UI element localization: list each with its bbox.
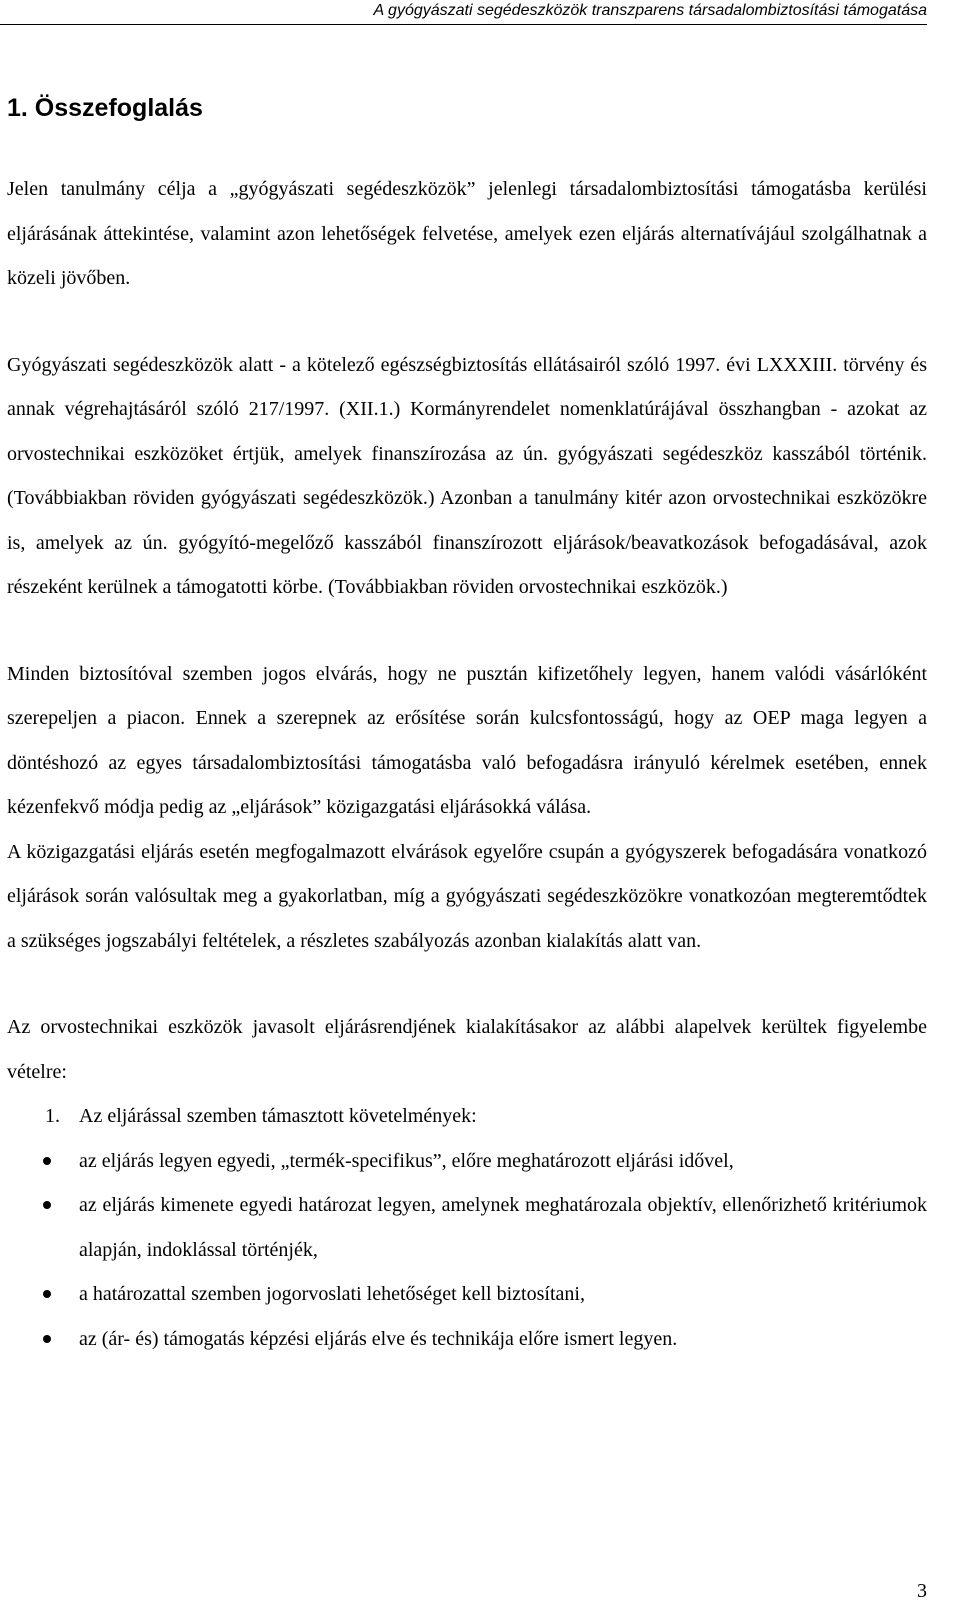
- bullet-icon: [43, 1290, 51, 1298]
- bullet-icon: [43, 1201, 51, 1209]
- list-number: 1.: [45, 1105, 60, 1127]
- list-item: [7, 1317, 927, 1362]
- numbered-list: [7, 1094, 927, 1139]
- list-item: [7, 1272, 927, 1317]
- requirements-list: [7, 1139, 927, 1362]
- paragraph-purpose: Jelen tanulmány célja a „gyógyászati segédeszközök” jelenlegi társadalombiztosítási támogatásba kerülési eljárásának áttekintése, valamint azon lehetőségek felvetése, amelyek ezen eljárás alternatívájául szolgálhatnak a közeli jövőben.: [7, 178, 927, 289]
- list-item-text: az (ár- és) támogatás képzési eljárás elve és technikája előre ismert legyen.: [79, 1327, 678, 1350]
- paragraph-administrative-procedure: A közigazgatási eljárás esetén megfogalmazott elvárások egyelőre csupán a gyógyszerek befogadására vonatkozó eljárások során valósultak meg a gyakorlatban, míg a gyógyászati segédeszközökre vonatkozóan megteremtődtek a szükséges jogszabályi feltételek, a részletes szabályozás azonban kialakítás alatt van.: [7, 840, 927, 952]
- bullet-icon: [43, 1157, 51, 1165]
- paragraph-insurer-role: Minden biztosítóval szemben jogos elvárás, hogy ne pusztán kifizetőhely legyen, hanem valódi vásárlóként szerepeljen a piacon. Ennek a szerepnek az erősítése során kulcsfontosságú, hogy az OEP maga legyen a döntéshozó az egyes társadalombiztosítási támogatásba való befogadásra irányuló kérelmek esetében, ennek kézenfekvő módja pedig az „eljárások” közigazgatási eljárásokká válása.: [7, 662, 927, 818]
- list-item-text: a határozattal szemben jogorvoslati lehetőséget kell biztosítani,: [79, 1283, 585, 1305]
- paragraph-principles-intro: Az orvostechnikai eszközök javasolt eljárásrendjének kialakításakor az alábbi alapelvek kerültek figyelembe vételre:: [7, 1016, 927, 1083]
- section-heading: 1. Összefoglalás: [7, 94, 203, 122]
- list-item-text: Az eljárással szemben támasztott követelmények:: [79, 1105, 477, 1127]
- list-item-text: az eljárás kimenete egyedi határozat legyen, amelynek meghatározala objektív, ellenőrizhető kritériumok alapján, indoklással történjék,: [79, 1194, 927, 1261]
- list-item: [7, 1139, 927, 1184]
- paragraph-definition: Gyógyászati segédeszközök alatt - a kötelező egészségbiztosítás ellátásairól szóló 1997. évi LXXXIII. törvény és annak végrehajtásáról szóló 217/1997. (XII.1.) Kormányrendelet nomenklatúrájával összhangban - azokat az orvostechnikai eszközöket értjük, amelyek finanszírozása az ún. gyógyászati segédeszköz kasszából történik. (Továbbiakban röviden gyógyászati segédeszközök.) Azonban a tanulmány kitér azon orvostechnikai eszközökre is, amelyek az ún. gyógyító-megelőző kasszából finanszírozott eljárások/beavatkozások befogadásával, azok részeként kerülnek a támogatotti körbe. (Továbbiakban röviden orvostechnikai eszközök.): [7, 353, 927, 598]
- document-body: [7, 85, 927, 1361]
- bullet-icon: [43, 1335, 51, 1343]
- list-item: [7, 1183, 927, 1272]
- numbered-list-item: [7, 1094, 927, 1139]
- list-item-text: az eljárás legyen egyedi, „termék-specifikus”, előre meghatározott eljárási idővel,: [79, 1149, 734, 1172]
- running-header: A gyógyászati segédeszközök transzparens társadalombiztosítási támogatása: [0, 2, 927, 25]
- page-number: 3: [917, 1580, 927, 1602]
